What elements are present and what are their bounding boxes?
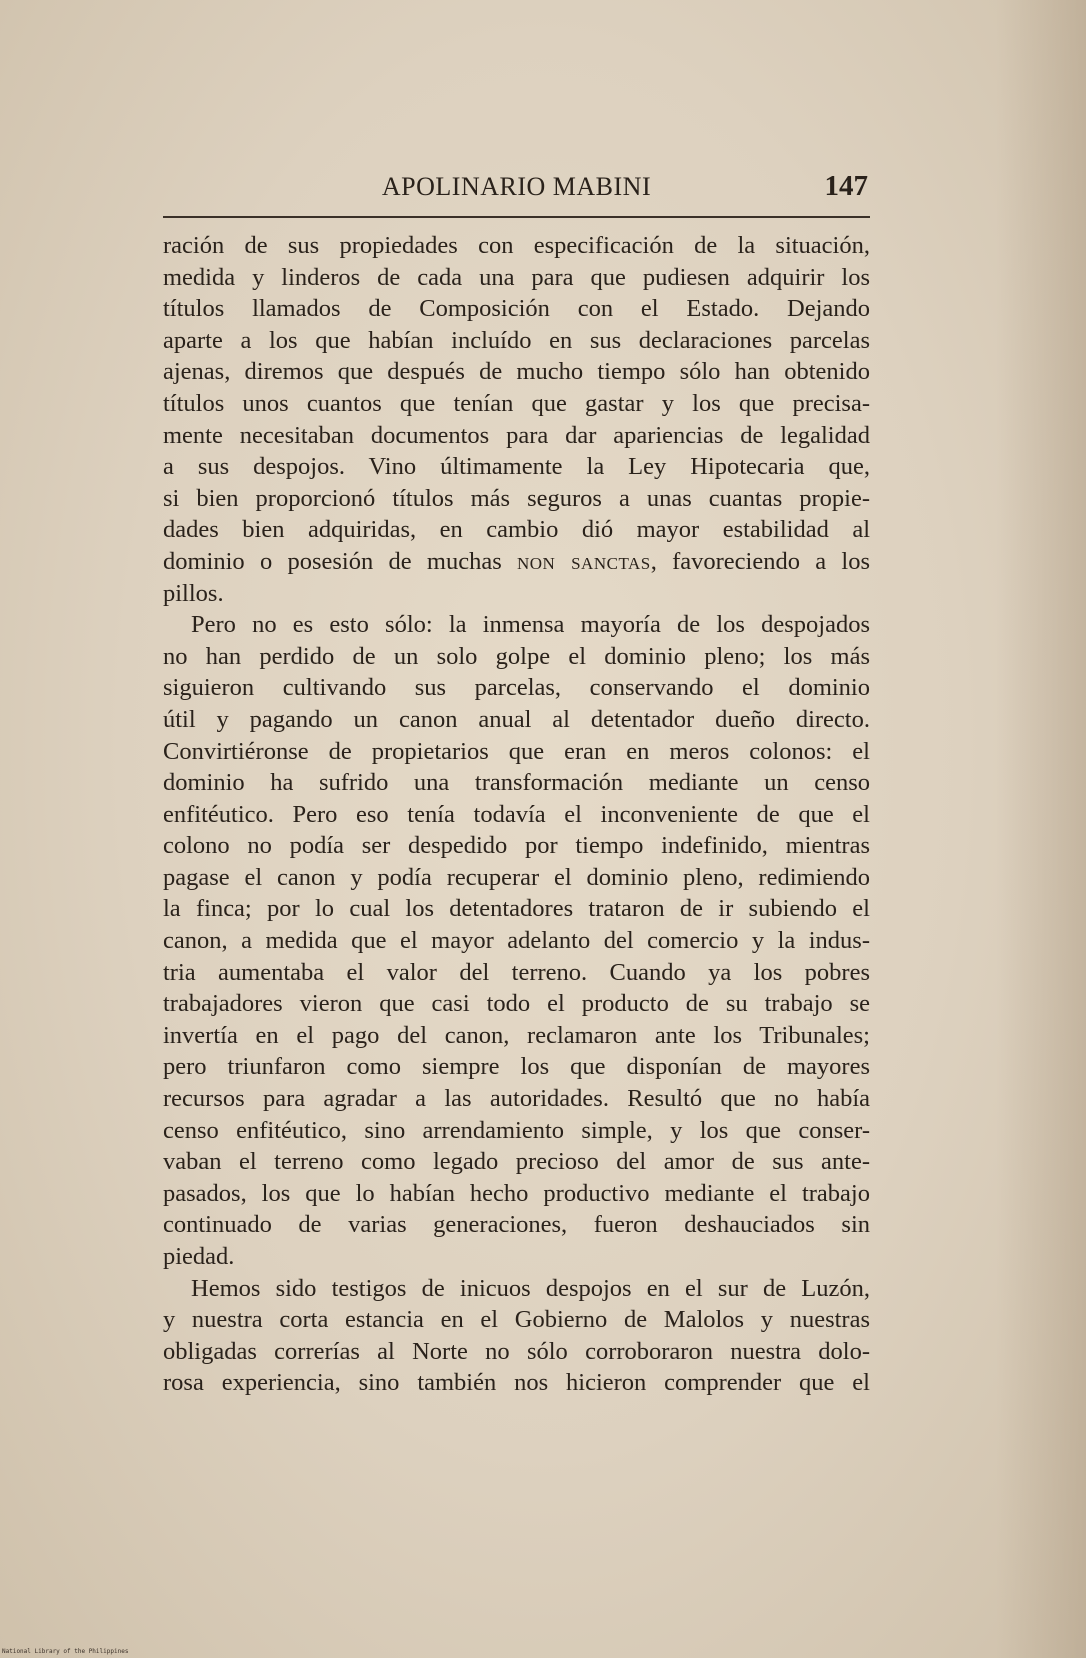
text-line: dades bien adquiridas, en cambio dió mayor estabilidad al: [163, 516, 870, 544]
text-line: si bien proporcionó títulos más seguros a unas cuantas propie-: [163, 484, 870, 512]
text-line: ración de sus propiedades con especificación de la situación,: [163, 232, 870, 259]
text-line: recursos para agradar a las autoridades. Resultó que no había: [163, 1085, 870, 1113]
text-line: y nuestra corta estancia en el Gobierno de Malolos y nuestras: [163, 1306, 870, 1334]
text-line: vaban el terreno como legado precioso del amor de sus ante-: [163, 1148, 870, 1176]
paragraph-start: Pero no es esto sólo: la inmensa mayoría de los despojados: [191, 611, 870, 639]
text-line: pagase el canon y podía recuperar el dominio pleno, redimiendo: [163, 863, 870, 891]
text-line: mente necesitaban documentos para dar apariencias de legalidad: [163, 421, 870, 449]
text-line: [163, 546, 870, 578]
text-line: títulos llamados de Composición con el Estado. Dejando: [163, 295, 870, 323]
scan-credit: National Library of the Philippines: [2, 1648, 129, 1655]
page-header: [163, 168, 870, 214]
text-line: útil y pagando un canon anual al detentador dueño directo.: [163, 705, 870, 733]
text-line: pasados, los que lo habían hecho productivo mediante el trabajo: [163, 1179, 870, 1207]
header-rule: [163, 216, 870, 218]
text-line: ajenas, diremos que después de mucho tiempo sólo han obtenido: [163, 358, 870, 386]
text-line: continuado de varias generaciones, fueron deshauciados sin: [163, 1211, 870, 1239]
text-line: invertía en el pago del canon, reclamaron ante los Tribunales;: [163, 1021, 870, 1049]
text-line: no han perdido de un solo golpe el dominio pleno; los más: [163, 642, 870, 670]
latin-phrase: non sanctas: [517, 547, 651, 575]
text-line: dominio ha sufrido una transformación mediante un censo: [163, 769, 870, 797]
running-head: APOLINARIO MABINI: [381, 172, 652, 201]
text-line: a sus despojos. Vino últimamente la Ley Hipotecaria que,: [163, 453, 870, 481]
page-edge-shadow: [996, 0, 1086, 1658]
body-text: [163, 230, 870, 1399]
text-line: títulos unos cuantos que tenían que gastar y los que precisa-: [163, 389, 870, 417]
text-line: aparte a los que habían incluído en sus declaraciones parcelas: [163, 326, 870, 354]
text-segment: dominio o posesión de muchas: [163, 547, 517, 575]
text-line: siguieron cultivando sus parcelas, conservando el dominio: [163, 674, 870, 702]
text-line: la finca; por lo cual los detentadores trataron de ir subiendo el: [163, 895, 870, 923]
text-line: obligadas correrías al Norte no sólo corroboraron nuestra dolo-: [163, 1337, 870, 1365]
text-line: Convirtiéronse de propietarios que eran en meros colonos: el: [163, 737, 870, 765]
text-line: rosa experiencia, sino también nos hicieron comprender que el: [163, 1369, 870, 1397]
text-line: canon, a medida que el mayor adelanto del comercio y la indus-: [163, 927, 870, 955]
text-line: enfitéutico. Pero eso tenía todavía el inconveniente de que el: [163, 800, 870, 828]
paragraph-start: Hemos sido testigos de inicuos despojos en el sur de Luzón,: [191, 1274, 870, 1302]
text-line: colono no podía ser despedido por tiempo indefinido, mientras: [163, 832, 870, 860]
text-line: pillos.: [163, 579, 224, 607]
text-line: pero triunfaron como siempre los que disponían de mayores: [163, 1053, 870, 1081]
page-number: 147: [824, 170, 868, 202]
text-line: tria aumentaba el valor del terreno. Cuando ya los pobres: [163, 958, 870, 986]
text-line: piedad.: [163, 1243, 235, 1270]
text-line: medida y linderos de cada una para que pudiesen adquirir los: [163, 263, 870, 291]
text-line: trabajadores vieron que casi todo el producto de su trabajo se: [163, 990, 870, 1018]
text-line: censo enfitéutico, sino arrendamiento simple, y los que conser-: [163, 1116, 870, 1144]
text-segment: , favoreciendo a los: [650, 547, 870, 575]
